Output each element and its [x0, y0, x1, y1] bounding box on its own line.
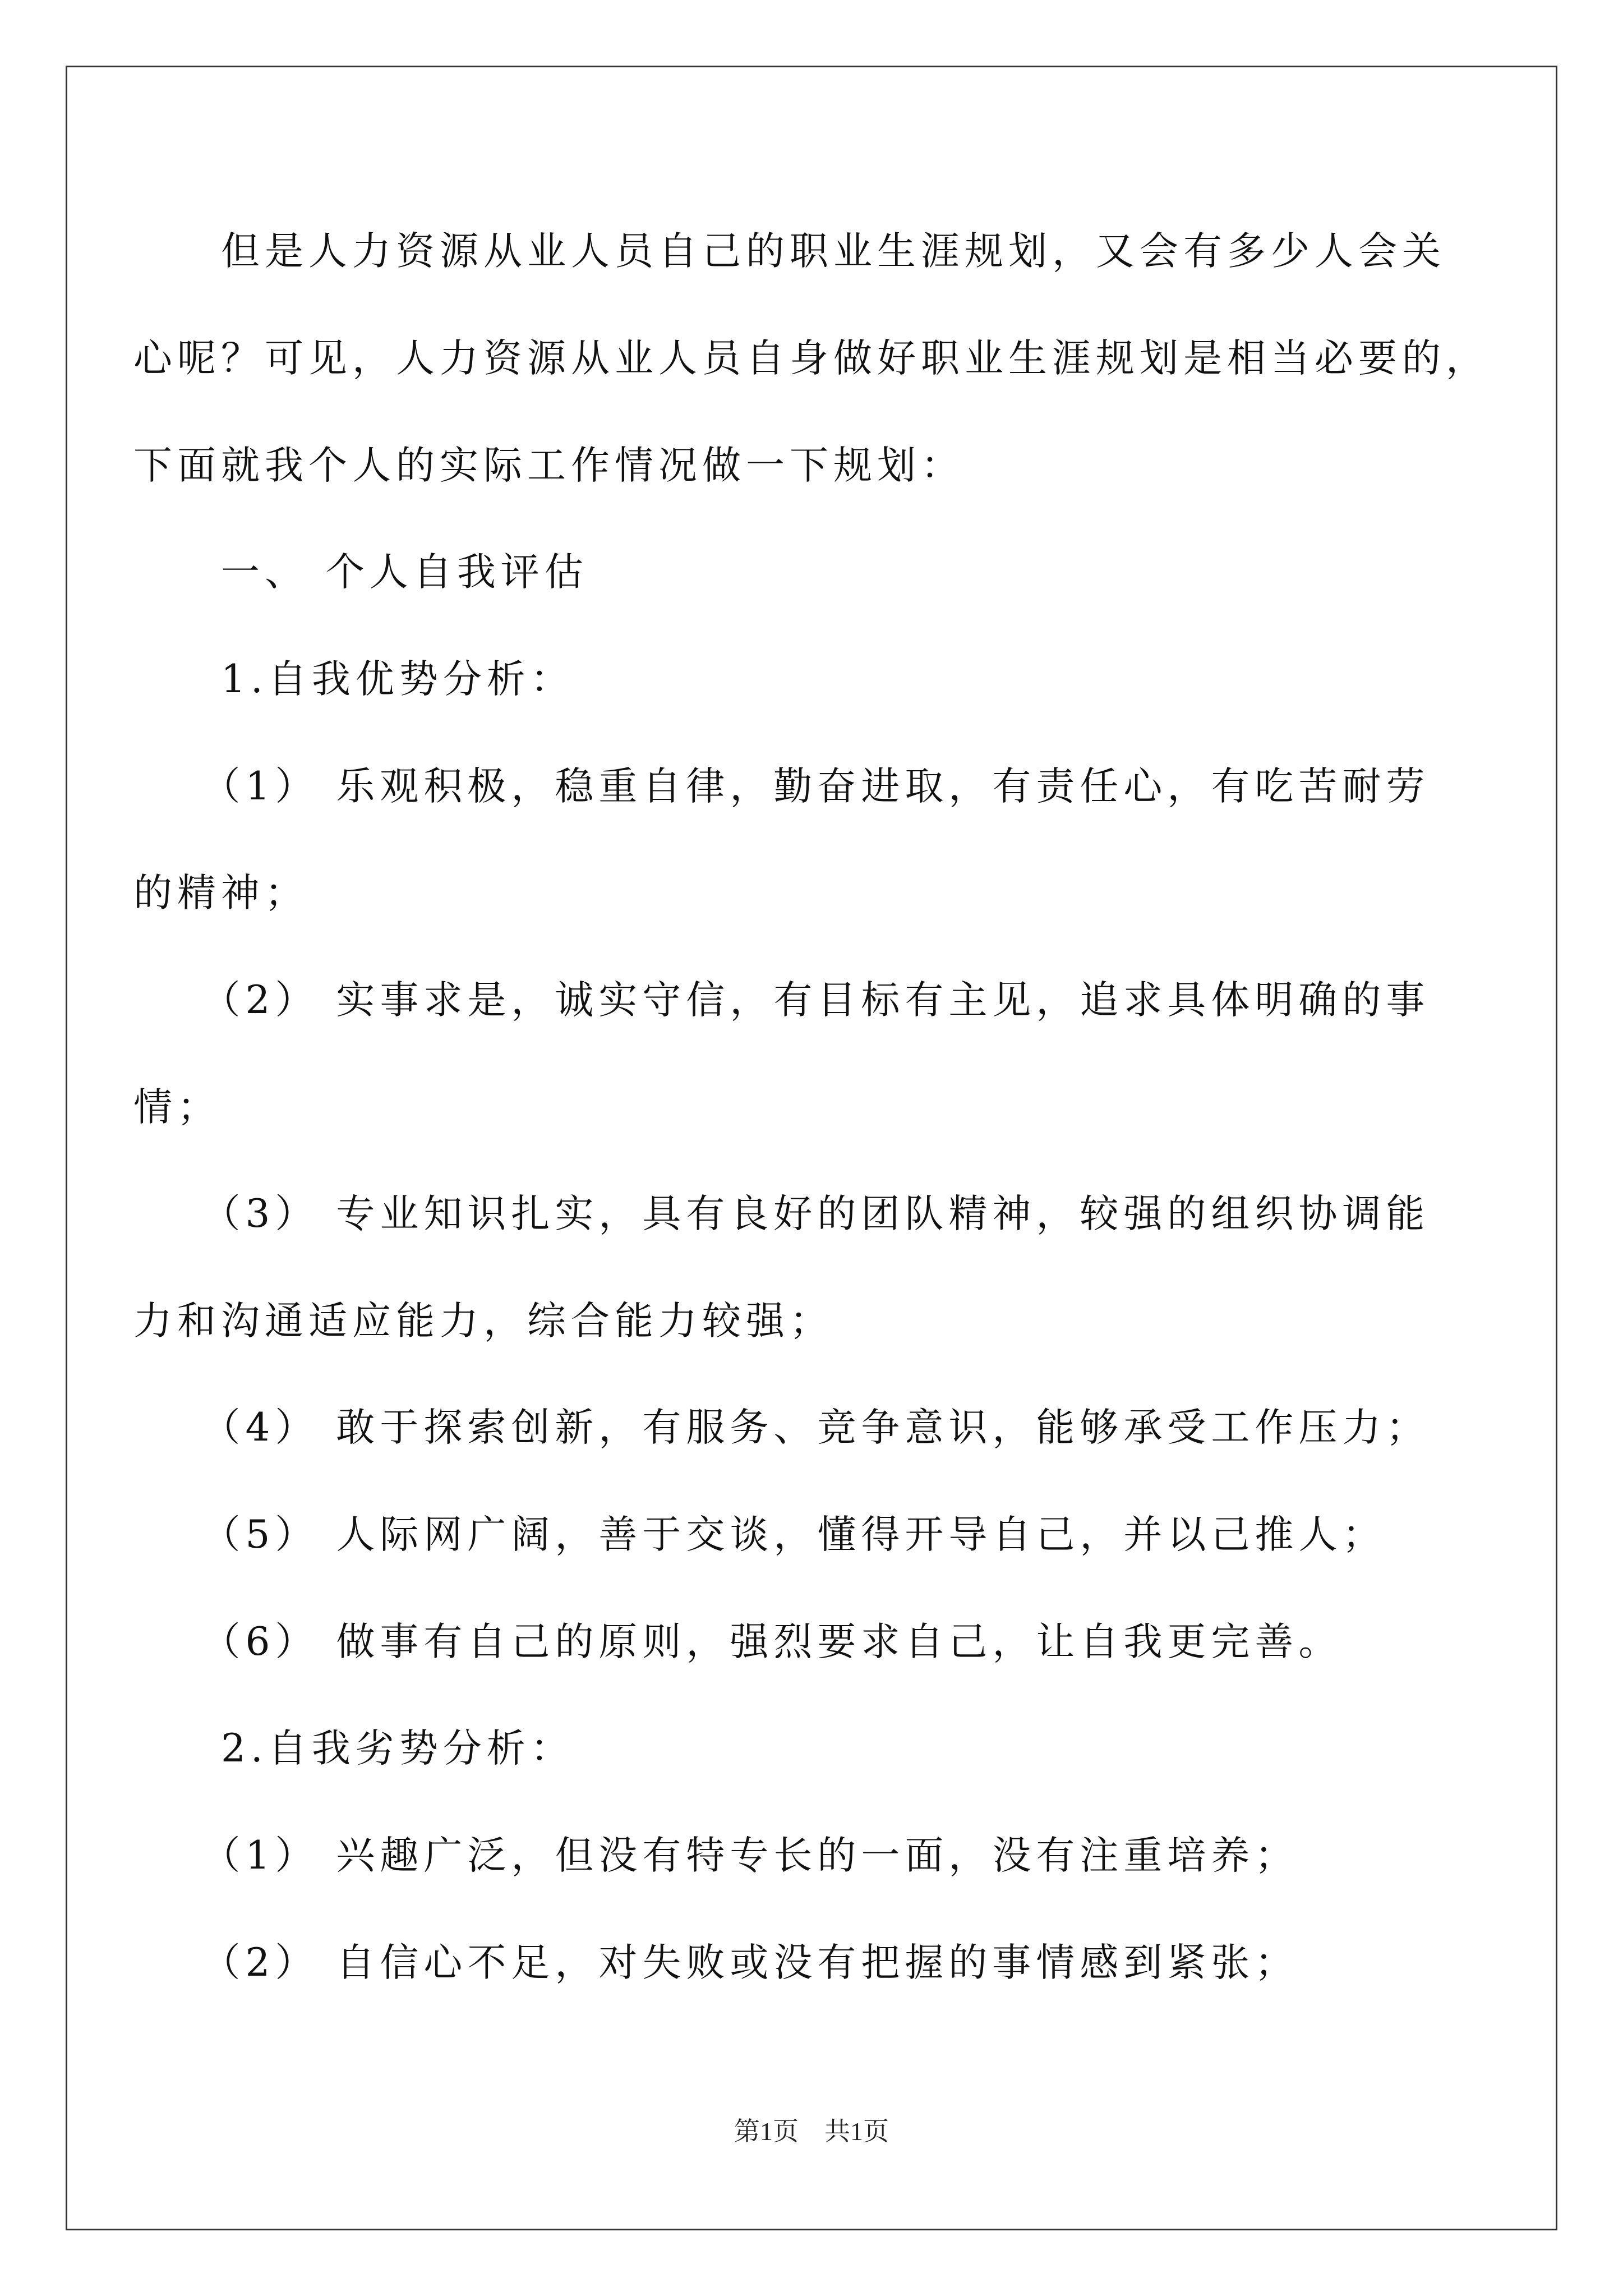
paragraph-line: 但是人力资源从业人员自己的职业生涯规划，又会有多少人会关 [133, 229, 1446, 274]
list-item: （4） 敢于探索创新，有服务、竞争意识，能够承受工作压力； [133, 1405, 1430, 1450]
list-item: （1） 乐观积极，稳重自律，勤奋进取，有责任心，有吃苦耐劳 [133, 764, 1430, 809]
list-item-continuation: 力和沟通适应能力，综合能力较强； [133, 1299, 833, 1343]
paragraph-line: 下面就我个人的实际工作情况做一下规划： [133, 443, 965, 488]
page-border [66, 66, 1557, 2230]
list-item: （3） 专业知识扎实，具有良好的团队精神，较强的组织协调能 [133, 1191, 1430, 1236]
list-item: （1） 兴趣广泛，但没有特专长的一面，没有注重培养； [133, 1833, 1299, 1878]
list-item-continuation: 情； [133, 1085, 221, 1130]
paragraph-line: 心呢？可见，人力资源从业人员自身做好职业生涯规划是相当必要的， [133, 336, 1490, 381]
subsection-heading: 2.自我劣势分析： [133, 1726, 574, 1771]
subsection-heading: 1.自我优势分析： [133, 657, 574, 702]
list-item-continuation: 的精神； [133, 871, 308, 915]
section-heading: 一、 个人自我评估 [133, 550, 588, 595]
list-item: （2） 自信心不足，对失败或没有把握的事情感到紧张； [133, 1940, 1299, 1985]
list-item: （6） 做事有自己的原则，强烈要求自己，让自我更完善。 [133, 1619, 1343, 1664]
list-item: （2） 实事求是，诚实守信，有目标有主见，追求具体明确的事 [133, 978, 1430, 1023]
list-item: （5） 人际网广阔，善于交谈，懂得开导自己，并以己推人； [133, 1512, 1386, 1557]
page-footer: 第1页 共1页 [734, 2117, 889, 2146]
